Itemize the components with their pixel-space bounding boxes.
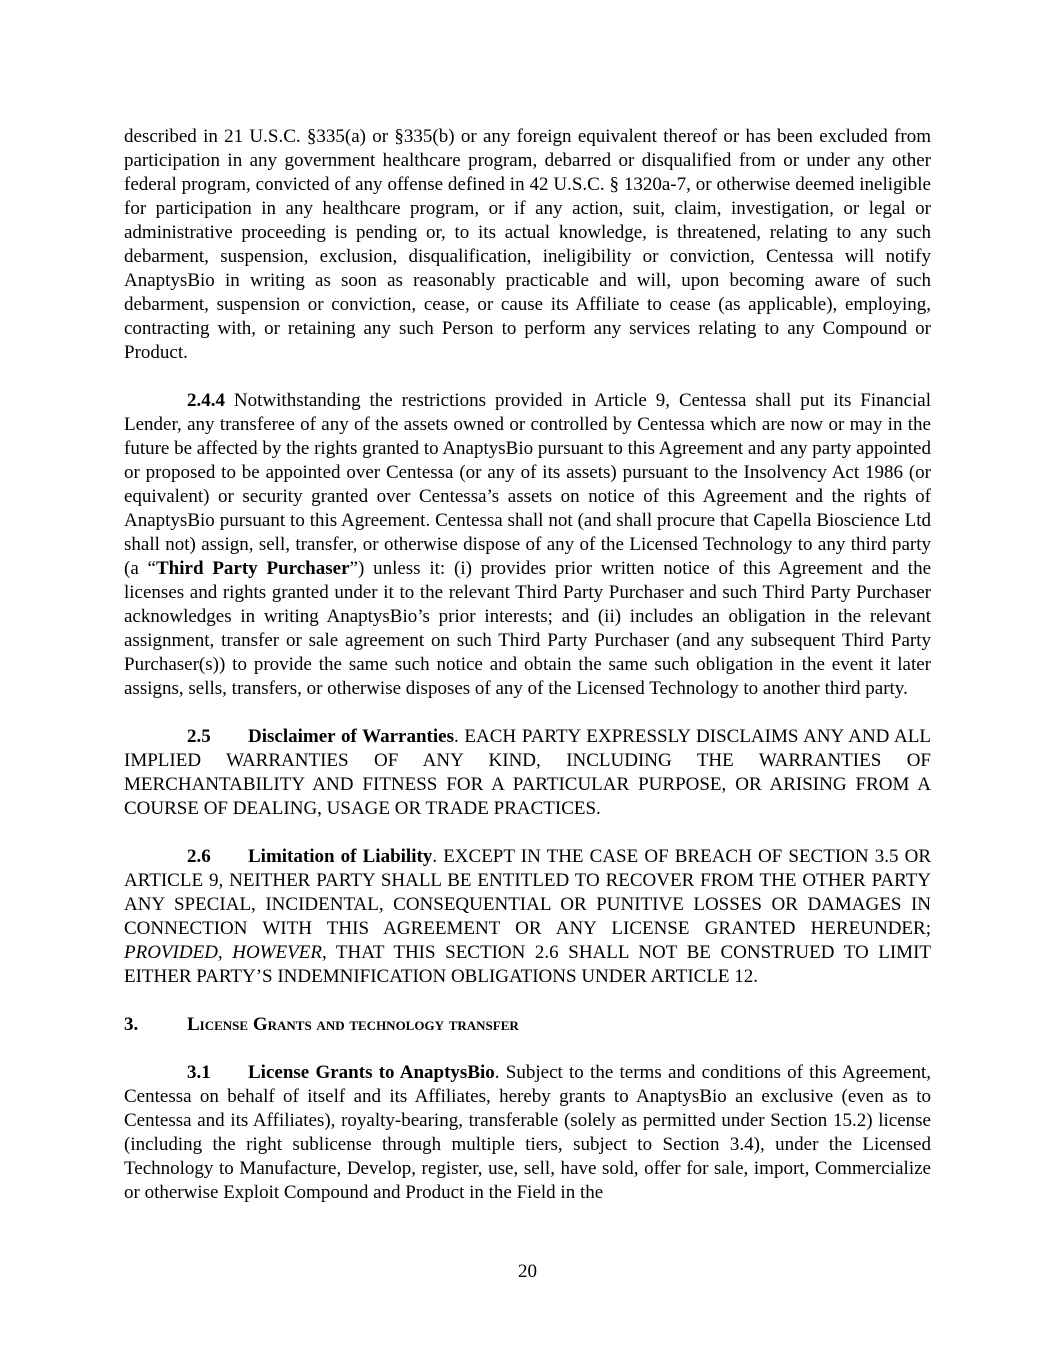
section-2-6 — [124, 845, 931, 989]
section-title: Limitation of Liability — [248, 846, 433, 867]
page-number: 20 — [518, 1261, 537, 1282]
section-3-1 — [124, 1061, 931, 1205]
section-title: Disclaimer of Warranties — [248, 726, 454, 747]
section-text: Notwithstanding the restrictions provided in Article 9, Centessa shall put its Financial Lender, any transferee of any of the assets owned or controlled by Centessa which are now or may in the future be affected by the rights granted to AnaptysBio pursuant to this Agreement and any party appointed or proposed to be appointed over Centessa (or any of its assets) pursuant to the Insolvency Act 1986 (or equivalent) or security granted over Centessa’s assets on notice of this Agreement and the rights of AnaptysBio pursuant to this Agreement. Centessa shall not (and shall procure that Capella Bioscience Ltd shall not) assign, sell, transfer, or otherwise dispose of any of the Licensed Technology to any third party (a “ — [124, 390, 931, 579]
section-text: . Subject to the terms and conditions of this Agreement, Centessa on behalf of itself and its Affiliates, hereby grants to AnaptysBio an exclusive (even as to Centessa and its Affiliates), royalty-bearing, transferable (solely as permitted under Section 15.2) license (including the right sublicense through multiple tiers, subject to Section 3.4), under the Licensed Technology to Manufacture, Develop, register, use, sell, have sold, offer for sale, import, Commercialize or otherwise Exploit Compound and Product in the Field in the — [124, 1062, 931, 1203]
section-number: 3.1 — [187, 1062, 211, 1083]
italic-proviso: PROVIDED, HOWEVER — [124, 942, 322, 963]
section-2-5 — [124, 725, 931, 821]
section-title: License Grants to AnaptysBio — [248, 1062, 495, 1083]
heading-title: License Grants and technology transfer — [187, 1014, 519, 1035]
section-number: 2.5 — [187, 726, 211, 747]
section-text: ”) unless it: (i) provides prior written notice of this Agreement and the licenses and rights granted under it to the relevant Third Party Purchaser and such Third Party Purchaser acknowledges in writing AnaptysBio’s prior interests; and (ii) includes an obligation in the relevant assignment, transfer or sale agreement on such Third Party Purchaser (and any subsequent Third Party Purchaser(s)) to provide the same such notice and obtain the same such obligation in the event it later assigns, sells, transfers, or otherwise disposes of any of the Licensed Technology to another third party. — [124, 558, 931, 699]
section-number: 2.4.4 — [187, 390, 225, 411]
section-text: , THAT THIS SECTION 2.6 SHALL NOT BE CONSTRUED TO LIMIT EITHER PARTY’S INDEMNIFICATION OBLIGATIONS UNDER ARTICLE 12. — [124, 942, 932, 987]
paragraph-continued: described in 21 U.S.C. §335(a) or §335(b) or any foreign equivalent thereof or has been excluded from participation in any government healthcare program, debarred or disqualified from or under any other federal program, convicted of any offense defined in 42 U.S.C. § 1320a-7, or otherwise deemed ineligible for participation in any healthcare program, or if any action, suit, claim, investigation, or legal or administrative proceeding is pending or, to its actual knowledge, is threatened, relating to any such debarment, suspension, exclusion, disqualification, ineligibility or conviction, Centessa will notify AnaptysBio in writing as soon as reasonably practicable and will, upon becoming aware of such debarment, suspension or conviction, cease, or cause its Affiliate to cease (as applicable), employing, contracting with, or retaining any such Person to perform any services relating to any Compound or Product. — [124, 126, 931, 363]
document-page — [124, 125, 931, 1205]
defined-term: Third Party Purchaser — [156, 558, 350, 579]
section-text: . EXCEPT IN THE CASE OF BREACH OF SECTION 3.5 OR ARTICLE 9, NEITHER PARTY SHALL BE ENTITLED TO RECOVER FROM THE OTHER PARTY ANY SPECIAL, INCIDENTAL, CONSEQUENTIAL OR PUNITIVE LOSSES OR DAMAGES IN CONNECTION WITH THIS AGREEMENT OR ANY LICENSE GRANTED HEREUNDER; — [124, 846, 931, 939]
section-2-4-4 — [124, 389, 931, 701]
section-number: 2.6 — [187, 846, 211, 867]
section-text: . EACH PARTY EXPRESSLY DISCLAIMS ANY AND ALL IMPLIED WARRANTIES OF ANY KIND, INCLUDING THE WARRANTIES OF MERCHANTABILITY AND FITNESS FOR A PARTICULAR PURPOSE, OR ARISING FROM A COURSE OF DEALING, USAGE OR TRADE PRACTICES. — [124, 726, 931, 819]
article-3-heading — [124, 1013, 931, 1037]
heading-number: 3. — [124, 1014, 139, 1035]
